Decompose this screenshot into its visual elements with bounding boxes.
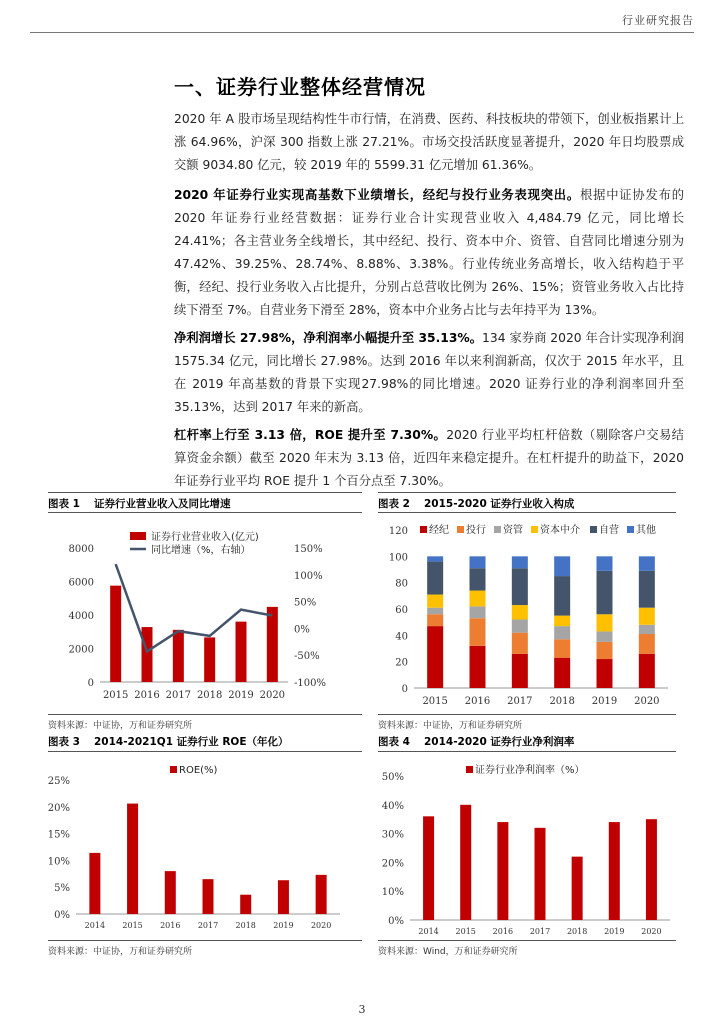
y-tick-label: 25% (48, 776, 70, 787)
x-tick-label: 2017 (529, 927, 551, 936)
y-tick-label: 60 (395, 605, 408, 616)
paragraph-text: 2020 行业平均杠杆倍数（剔除客户交易结算资金余额）截至 2020 年末为 3.13 倍，近四年来稳定提升。在杠杆提升的助益下，2020 年证券行业平均 ROE 提升 1 个百分点至 7.30%。 (174, 428, 684, 488)
x-tick-label: 2016 (492, 927, 514, 936)
roe-chart (48, 754, 362, 938)
legend-swatch (627, 526, 634, 533)
x-tick-label: 2017 (507, 696, 533, 707)
figure-2-source: 资料来源：中证协，万和证券研究所 (378, 721, 523, 731)
x-tick-label: 2016 (134, 690, 160, 701)
stack-segment-投行 (470, 618, 486, 646)
stack-segment-自营 (512, 568, 528, 605)
value-bar (460, 805, 471, 920)
stack-segment-资本中介 (470, 591, 486, 607)
legend-swatch (531, 526, 538, 533)
revenue-bar (110, 586, 121, 682)
legend-label: 资本中介 (540, 525, 580, 536)
figure-top-rule (378, 492, 676, 493)
stack-segment-资本中介 (639, 608, 655, 625)
figure-bottom-rule (48, 940, 362, 941)
legend-label: ROE(%) (179, 765, 218, 776)
revenue-bar (236, 622, 247, 682)
value-bar (165, 871, 176, 914)
stack-segment-资本中介 (554, 616, 570, 627)
y-tick-label: 0 (401, 684, 408, 695)
x-tick-label: 2017 (197, 921, 219, 930)
stack-segment-资管 (470, 606, 486, 618)
x-tick-label: 2017 (165, 690, 192, 701)
x-tick-label: 2019 (604, 927, 625, 936)
stack-segment-自营 (597, 571, 613, 614)
y-tick-label: 0% (54, 910, 70, 921)
figure-title: 2014-2020 证券行业净利润率 (423, 736, 575, 748)
legend-label: 自营 (599, 525, 619, 536)
stack-segment-经纪 (639, 654, 655, 688)
value-bar (127, 804, 138, 914)
revenue-bar (204, 637, 215, 682)
stack-segment-其他 (427, 556, 443, 561)
stack-segment-资管 (512, 620, 528, 633)
x-tick-label: 2019 (273, 921, 294, 930)
x-tick-label: 2019 (228, 690, 254, 701)
stack-segment-投行 (639, 634, 655, 654)
x-tick-label: 2014 (418, 927, 439, 936)
stack-segment-资管 (597, 631, 613, 642)
stack-segment-自营 (470, 568, 486, 590)
figure-2-caption (378, 496, 574, 511)
y-left-tick-label: 0 (87, 678, 94, 689)
legend-swatch (590, 526, 597, 533)
x-tick-label: 2019 (591, 696, 618, 707)
y-right-tick-label: 150% (294, 544, 323, 555)
x-tick-label: 2020 (634, 696, 660, 707)
figure-caption-rule (378, 751, 676, 752)
x-tick-label: 2020 (259, 690, 286, 701)
value-bar (203, 879, 214, 914)
section-title: 一、证券行业整体经营情况 (174, 75, 426, 99)
stack-segment-经纪 (512, 654, 528, 688)
revenue-growth-chart (48, 516, 362, 712)
stack-segment-其他 (597, 556, 613, 570)
figure-4-caption (378, 734, 574, 749)
stack-segment-投行 (427, 614, 443, 626)
stack-segment-自营 (639, 571, 655, 608)
legend-swatch (457, 526, 464, 533)
stack-segment-经纪 (427, 626, 443, 688)
revenue-bar (267, 607, 278, 682)
figure-caption-rule (378, 512, 676, 513)
stack-segment-其他 (639, 556, 655, 570)
value-bar (240, 895, 251, 914)
legend-swatch (420, 526, 427, 533)
y-tick-label: 40% (381, 800, 404, 812)
value-bar (89, 853, 100, 914)
figure-number: 图表 3 (48, 736, 80, 748)
y-tick-label: 30% (381, 829, 404, 841)
legend-label: 其他 (636, 525, 656, 536)
stack-segment-资本中介 (597, 614, 613, 631)
y-tick-label: 100 (388, 552, 408, 564)
figure-3-caption (48, 734, 289, 749)
header-divider (30, 32, 694, 33)
x-tick-label: 2020 (310, 921, 332, 930)
paragraph-lead: 杠杆率上行至 3.13 倍，ROE 提升至 7.30%。 (174, 428, 447, 442)
y-tick-label: 0% (388, 916, 404, 927)
x-tick-label: 2014 (84, 921, 106, 930)
stack-segment-经纪 (470, 646, 486, 688)
paragraph-profit (174, 327, 684, 419)
paragraph-text: 134 家券商 2020 年合计实现净利润 1575.34 亿元，同比增长 27.98%。达到 2016 年以来利润新高，仅次于 2015 年水平，且在 2019 年高基数的背景下实现27.98%的同比增速。2020 证券行业的净利润率回升至35.13%，达到 2017 年来的新高。 (174, 331, 684, 414)
revenue-bar (173, 630, 184, 682)
stack-segment-其他 (470, 556, 486, 568)
figure-1-caption (48, 496, 230, 511)
figure-title: 2015-2020 证券行业收入构成 (423, 498, 575, 510)
y-tick-label: 50% (381, 772, 404, 783)
value-bar (535, 828, 546, 920)
y-right-tick-label: 0% (294, 624, 310, 636)
paragraph-lead: 净利润增长 27.98%，净利润率小幅提升至 35.13%。 (174, 331, 483, 345)
stack-segment-自营 (427, 562, 443, 595)
value-bar (423, 816, 434, 920)
y-left-tick-label: 6000 (68, 577, 94, 589)
y-right-tick-label: 100% (294, 570, 323, 582)
growth-line (116, 564, 273, 651)
figure-number: 图表 4 (378, 736, 410, 748)
stack-segment-资管 (639, 625, 655, 634)
x-tick-label: 2018 (235, 921, 256, 930)
value-bar (316, 875, 327, 914)
value-bar (278, 880, 289, 914)
x-tick-label: 2018 (549, 696, 575, 707)
figure-3-source: 资料来源：中证协，万和证券研究所 (48, 947, 193, 957)
figure-title: 2014-2021Q1 证券行业 ROE（年化） (93, 736, 289, 748)
stack-segment-资本中介 (427, 595, 443, 608)
x-tick-label: 2015 (122, 921, 143, 930)
legend-label: 资管 (503, 525, 523, 536)
page-number: 3 (358, 1003, 366, 1016)
stack-segment-资本中介 (512, 605, 528, 619)
figure-caption-rule (48, 751, 362, 752)
x-tick-label: 2015 (102, 690, 129, 701)
stack-segment-资管 (427, 608, 443, 615)
stack-segment-投行 (554, 639, 570, 657)
legend-label: 经纪 (429, 525, 449, 536)
y-tick-label: 15% (48, 829, 70, 841)
legend-label-growth: 同比增速（%，右轴） (151, 545, 251, 556)
value-bar (572, 857, 583, 920)
x-tick-label: 2018 (566, 927, 588, 936)
y-left-tick-label: 4000 (68, 611, 94, 622)
legend-swatch (170, 766, 177, 773)
paragraph-revenue (174, 184, 684, 322)
stack-segment-投行 (512, 633, 528, 654)
y-right-tick-label: 50% (294, 597, 317, 609)
y-tick-label: 80 (395, 578, 408, 590)
legend-label-revenue: 证券行业营业收入(亿元) (151, 532, 259, 543)
x-tick-label: 2018 (196, 690, 223, 701)
figure-4-source: 资料来源：Wind，万和证券研究所 (378, 947, 518, 957)
legend-label: 证券行业净利润率（%） (475, 765, 585, 776)
stack-segment-自营 (554, 576, 570, 616)
y-tick-label: 5% (54, 883, 70, 895)
stack-segment-投行 (597, 642, 613, 659)
x-tick-label: 2020 (641, 927, 662, 936)
y-right-tick-label: -100% (294, 678, 326, 689)
x-tick-label: 2015 (455, 927, 476, 936)
revenue-structure-chart (378, 516, 676, 712)
value-bar (646, 819, 657, 920)
figure-bottom-rule (378, 714, 676, 715)
stack-segment-经纪 (554, 658, 570, 688)
x-tick-label: 2016 (160, 921, 181, 930)
value-bar (497, 822, 508, 920)
figure-caption-rule (48, 512, 362, 513)
y-tick-label: 20% (48, 802, 70, 814)
y-tick-label: 40 (395, 631, 408, 643)
y-tick-label: 120 (388, 526, 408, 537)
legend-label: 投行 (466, 525, 486, 536)
figure-title: 证券行业营业收入及同比增速 (93, 498, 231, 510)
paragraph-market (174, 108, 684, 177)
y-left-tick-label: 2000 (68, 644, 94, 656)
paragraph-text: 2020 年 A 股市场呈现结构性牛市行情，在消费、医药、科技板块的带领下，创业板指累计上涨 64.96%，沪深 300 指数上涨 27.21%。市场交投活跃度显著提升，2020 年日均股票成交额 9034.80 亿元，较 2019 年的 5599.31 亿元增加 61.36%。 (174, 112, 684, 172)
paragraph-roe (174, 424, 684, 493)
figure-bottom-rule (378, 940, 676, 941)
y-right-tick-label: -50% (294, 651, 320, 663)
y-tick-label: 20% (381, 858, 404, 870)
legend-swatch (494, 526, 501, 533)
figure-bottom-rule (48, 714, 362, 715)
paragraph-lead: 2020 年证券行业实现高基数下业绩增长，经纪与投行业务表现突出。 (174, 188, 581, 202)
figure-top-rule (48, 492, 362, 493)
report-type-header: 行业研究报告 (622, 14, 694, 27)
net-margin-chart (378, 754, 676, 938)
y-tick-label: 10% (381, 887, 404, 899)
revenue-bar (142, 627, 153, 682)
stack-segment-经纪 (597, 659, 613, 688)
paragraph-text: 根据中证协发布的 2020 年证券行业经营数据：证券行业合计实现营业收入 4,484.79 亿元，同比增长 24.41%；各主营业务全线增长，其中经纪、投行、资本中介、资管、自营同比增速分别为 47.42%、39.25%、28.74%、8.88%、3.38%。行业传统业务高增长，收入结构趋于平衡，经纪、投行业务收入占比提升，分别占总营收比例为 26%、15%；资管业务收入占比持续下滑至 7%。自营业务下滑至 28%，资本中介业务占比与去年持平为 13%。 (174, 188, 684, 317)
stack-segment-其他 (512, 556, 528, 568)
x-tick-label: 2015 (422, 696, 448, 707)
legend-swatch-revenue (130, 532, 146, 540)
x-tick-label: 2016 (464, 696, 491, 707)
figure-number: 图表 1 (48, 498, 80, 510)
figure-number: 图表 2 (378, 498, 410, 510)
stack-segment-其他 (554, 556, 570, 576)
stack-segment-资管 (554, 626, 570, 639)
legend-swatch (466, 766, 473, 773)
value-bar (609, 822, 620, 920)
y-tick-label: 10% (48, 856, 70, 868)
y-left-tick-label: 8000 (68, 544, 94, 555)
y-tick-label: 20 (395, 657, 408, 669)
figure-1-source: 资料来源：中证协，万和证券研究所 (48, 721, 193, 731)
